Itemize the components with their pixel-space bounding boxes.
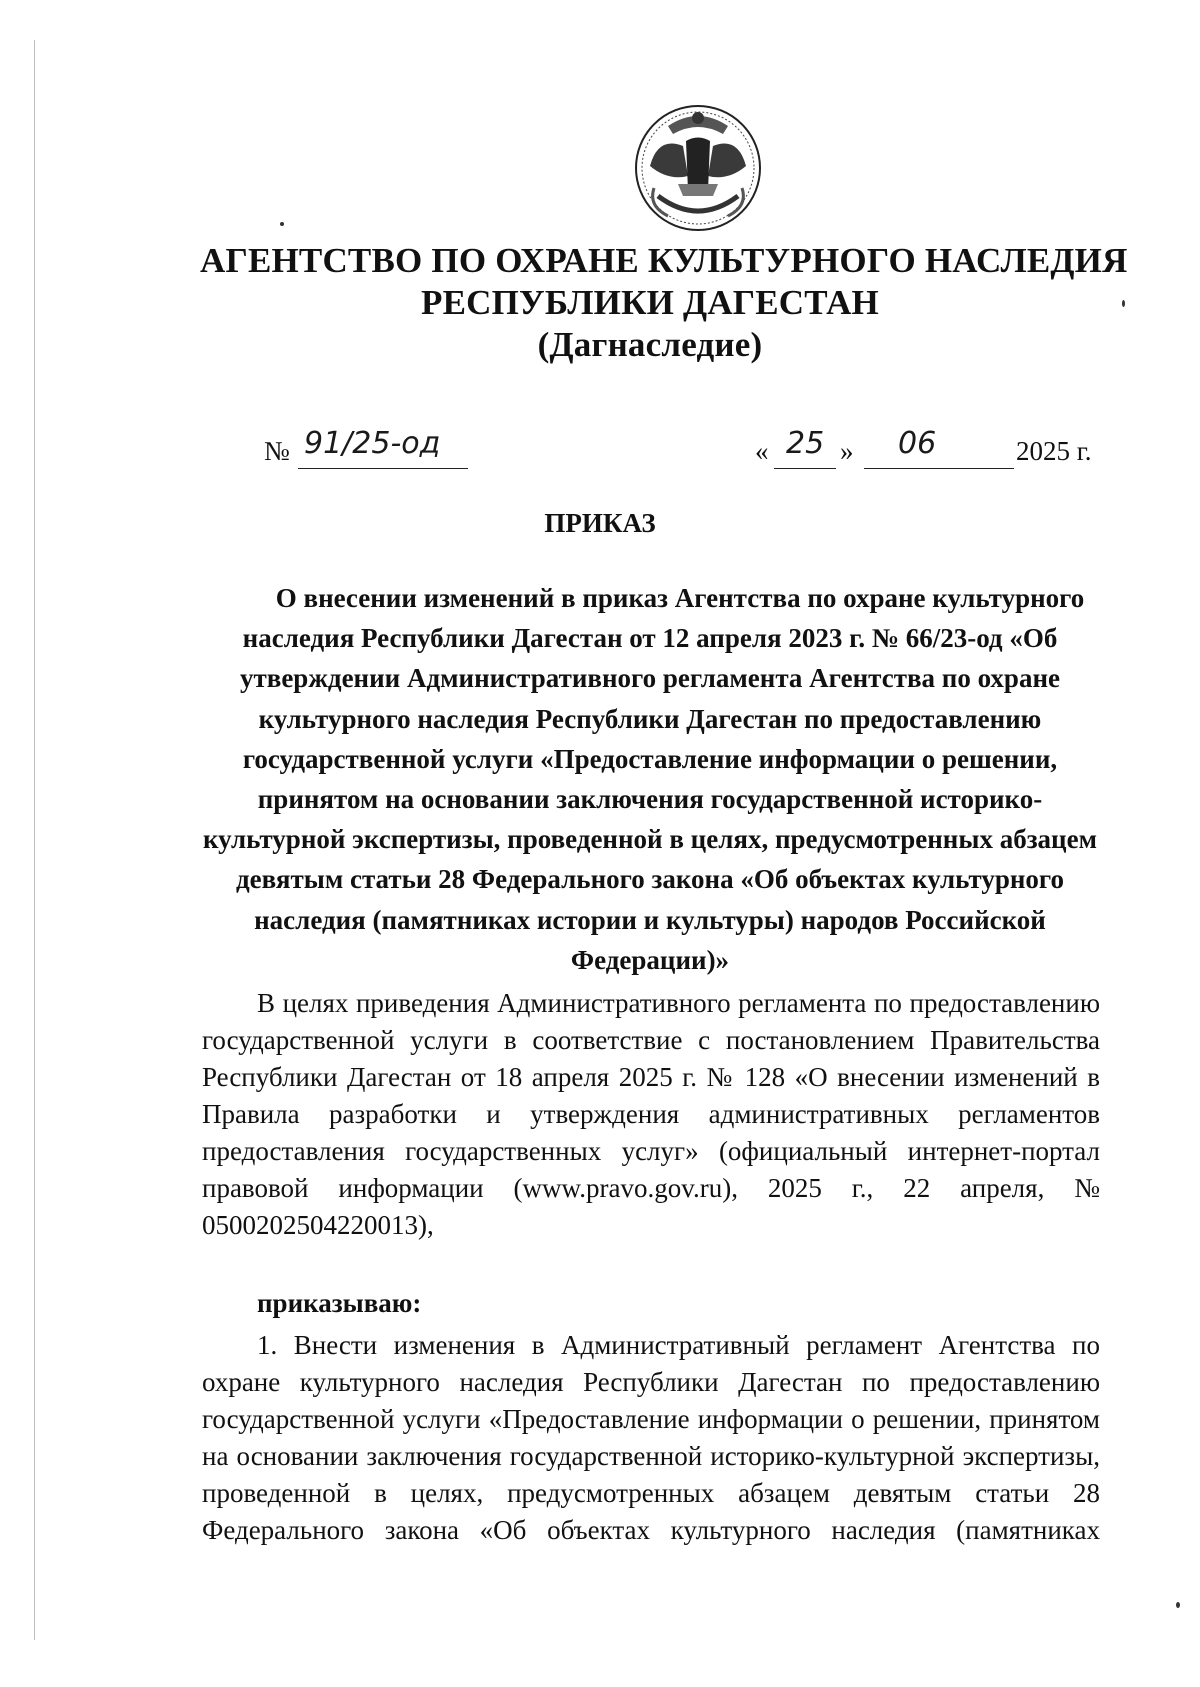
- order-number: 91/25-од: [304, 426, 441, 461]
- number-sign: №: [264, 436, 290, 466]
- preamble-line: государственной услуги в соответствие с постановлением Правительства: [202, 1025, 1100, 1055]
- scan-speck: [1176, 1602, 1180, 1608]
- preamble-paragraph: [202, 985, 1100, 1244]
- date-month: 06: [898, 426, 937, 461]
- subject-line: принятом на основании заключения государственной историко-: [257, 784, 1043, 815]
- subject-line: наследия Республики Дагестан от 12 апреля 2023 г. № 66/23-од «Об: [242, 623, 1058, 654]
- subject-line: культурной экспертизы, проведенной в целях, предусмотренных абзацем: [203, 824, 1097, 855]
- order-item-1: [202, 1327, 1100, 1549]
- agency-name-line-1: АГЕНТСТВО ПО ОХРАНЕ КУЛЬТУРНОГО НАСЛЕДИЯ: [200, 241, 1128, 280]
- preamble-line: Республики Дагестан от 18 апреля 2025 г. № 128 «О внесении изменений в: [202, 1062, 1100, 1092]
- subject-line: наследия (памятниках истории и культуры) народов Российской: [254, 904, 1046, 935]
- agency-short-name: (Дагнаследие): [537, 325, 763, 364]
- subject-line: культурного наследия Республики Дагестан по предоставлению: [258, 703, 1042, 734]
- date-year: 2025 г.: [1016, 436, 1092, 466]
- date-quote-open: «: [755, 436, 769, 466]
- registration-line: [264, 424, 1092, 474]
- date-day: 25: [786, 426, 825, 461]
- item-line: проведенной в целях, предусмотренных абзацем девятым статьи 28: [202, 1478, 1100, 1508]
- agency-name-line-2: РЕСПУБЛИКИ ДАГЕСТАН: [421, 283, 879, 322]
- date-quote-close: »: [840, 436, 854, 466]
- subject-line: О внесении изменений в приказ Агентства по охране культурного: [275, 583, 1085, 613]
- order-subject: [150, 578, 1150, 980]
- item-line: охране культурного наследия Республики Дагестан по предоставлению: [202, 1367, 1100, 1397]
- preamble-line: предоставления государственных услуг» (официальный интернет-портал: [202, 1136, 1100, 1166]
- agency-heading: [200, 240, 1128, 366]
- scan-speck: [1122, 300, 1125, 307]
- preamble-line: 0500202504220013),: [202, 1210, 434, 1240]
- preamble-line: правовой информации (www.pravo.gov.ru), 2025 г., 22 апреля, №: [202, 1173, 1100, 1203]
- item-line: Федерального закона «Об объектах культурного наследия (памятниках: [202, 1515, 1100, 1545]
- item-line: на основании заключения государственной историко-культурной экспертизы,: [202, 1441, 1100, 1471]
- order-number-field: [298, 424, 468, 469]
- scan-edge-line: [34, 40, 35, 1640]
- document-type: ПРИКАЗ: [544, 508, 656, 538]
- subject-line: государственной услуги «Предоставление информации о решении,: [242, 743, 1058, 774]
- subject-line: утверждении Административного регламента Агентства по охране: [239, 663, 1060, 694]
- preamble-line: В целях приведения Административного регламента по предоставлению: [257, 988, 1100, 1018]
- item-line: 1. Внести изменения в Административный регламент Агентства по: [257, 1330, 1100, 1360]
- coat-of-arms-dagestan-icon: [628, 96, 768, 236]
- subject-line: девятым статьи 28 Федерального закона «Об объектах культурного: [236, 864, 1064, 895]
- item-line: государственной услуги «Предоставление информации о решении, принятом: [202, 1404, 1100, 1434]
- subject-line: Федерации)»: [570, 944, 730, 975]
- date-month-field: [864, 424, 1014, 469]
- preamble-line: Правила разработки и утверждения административных регламентов: [202, 1099, 1100, 1129]
- scan-speck: [280, 222, 284, 226]
- ordering-word: приказываю:: [257, 1288, 422, 1318]
- date-day-field: [774, 424, 836, 469]
